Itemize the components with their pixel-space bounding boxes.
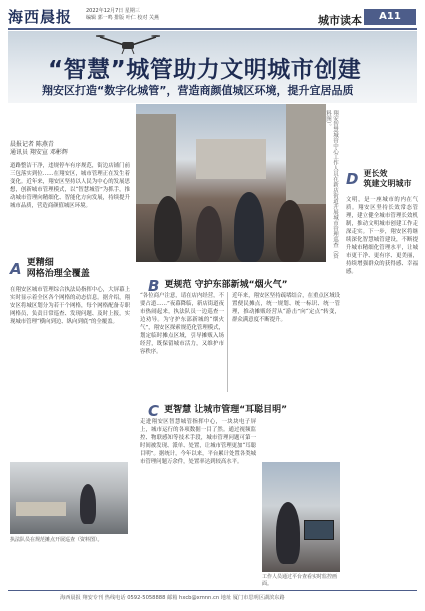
photo-caption-small-2: 工作人员通过平台查看实时监控画面。 <box>262 574 338 587</box>
section-a-title1: 更精细 <box>26 258 54 268</box>
photo-street-stalls <box>10 462 128 534</box>
section-label: 城市读本 <box>318 14 362 27</box>
header-rule <box>8 28 417 30</box>
footer-rule <box>8 590 417 591</box>
issue-date: 2022年12月7日 星期三 <box>86 8 140 14</box>
section-a-title2: 网格治理全覆盖 <box>26 269 90 279</box>
section-c-letter: C <box>148 401 160 420</box>
section-a-text: 在翔安区城市管理综合执法局指挥中心，大屏幕上实时显示着全区各个网格的动态信息。据介绍，翔安区将城区划分为若干个网格，每个网格配备专职网格员，负责日常巡查、发现问题、及时上报，实现城市管理“横向到边、纵向到底”的全覆盖。 <box>10 287 130 325</box>
byline-correspondent: 通讯员 翔安宣 邓彬辉 <box>10 149 68 156</box>
section-b-text-1: “各位商户注意，请在店内经营，不要占道……”夜幕降临，新店街道夜市热闹起来，执法队员一边巡查一边劝导。为守护东部新城的“烟火气”，翔安区探索规范化管理模式，划定临时摊点区域，引导摊贩入场经营，既保留城市活力，又维护市容秩序。 <box>140 293 224 355</box>
main-photo <box>136 104 326 262</box>
section-d-heading <box>346 168 422 189</box>
byline <box>10 141 68 157</box>
section-d-text: 文明，是一座城市的内在气质。翔安区坚持长效常态管理，建立健全城市管理长效机制，推动文明城市创建工作走深走实。下一步，翔安区将继续深化智慧城管建设，不断提升城市精细化管理水平，让城市更干净、更有序、更美丽，持续增强群众的获得感、幸福感。 <box>346 197 418 275</box>
headline-title: “智慧”城管助力文明城市创建 <box>48 57 362 83</box>
section-d-letter: D <box>346 169 359 188</box>
section-a-heading <box>10 258 110 280</box>
headline-subtitle: 翔安区打造“数字化城管”，营造商颜值城区环境，提升宜居品质 <box>42 84 354 97</box>
page-number: A11 <box>364 9 416 25</box>
masthead-meta <box>86 8 159 22</box>
photo-caption-small-1: 执法队员在规范摊点开展巡查（资料图）。 <box>10 537 103 543</box>
photo-caption: 翔安智慧城管中心工作人员在新店街道开展城市管理巡查（资料图）。 <box>325 110 338 259</box>
section-b-title: 更规范 守护东部新城“烟火气” <box>164 280 288 290</box>
section-d-title1: 更长效 <box>363 168 388 178</box>
photo-monitoring <box>262 462 340 572</box>
section-c-text: 走进翔安区智慧城管指挥中心，一块块电子屏上，城市运行的各项数据一目了然。通过视频监控、物联感知等技术手段，城市管理问题可第一时间被发现、派单、处置，让城市管理更加“耳聪目明”。据统计，今年以来，平台累计处置各类城市管理问题万余件，处置率达到较高水平。 <box>140 419 256 465</box>
masthead-logo: 海西晨报 <box>8 8 73 26</box>
edition-info: 编辑 郭一鸣 排版 叶仁 校对 关燕 <box>86 15 159 21</box>
section-c-heading <box>148 400 287 420</box>
section-b-text-2: 近年来，翔安区坚持疏堵结合，在重点区域设置便民摊点，统一规划、统一标识、统一管理，推动摊贩经营从“游击”向“定点”转变，群众满意度不断提升。 <box>232 293 340 323</box>
column-divider <box>227 292 228 392</box>
section-d-title2: 筑建文明城市 <box>363 178 412 188</box>
intro-text: 道路整洁干净，违规停车有序规范，街边店铺门前三包落实到位……在翔安区，城市管理正在发生着变化。近年来，翔安区坚持以人民为中心的发展思想，创新城市管理模式，以“智慧城管”为抓手，推动城市管理向精细化、智能化方向发展，持续提升城市品质，营造商颜值城区环境。 <box>10 163 130 209</box>
section-b-letter: B <box>148 276 160 295</box>
section-a-letter: A <box>10 260 22 278</box>
footer-info: 海西晨报 翔安专刊 热线电话 0592-5058888 邮箱 hxcb@xmnn.cn 地址 厦门市思明区湖滨东路 <box>60 595 285 601</box>
section-c-title: 更智慧 让城市管理“耳聪目明” <box>164 405 288 415</box>
byline-reporter: 晨报记者 陈燕青 <box>10 141 54 148</box>
